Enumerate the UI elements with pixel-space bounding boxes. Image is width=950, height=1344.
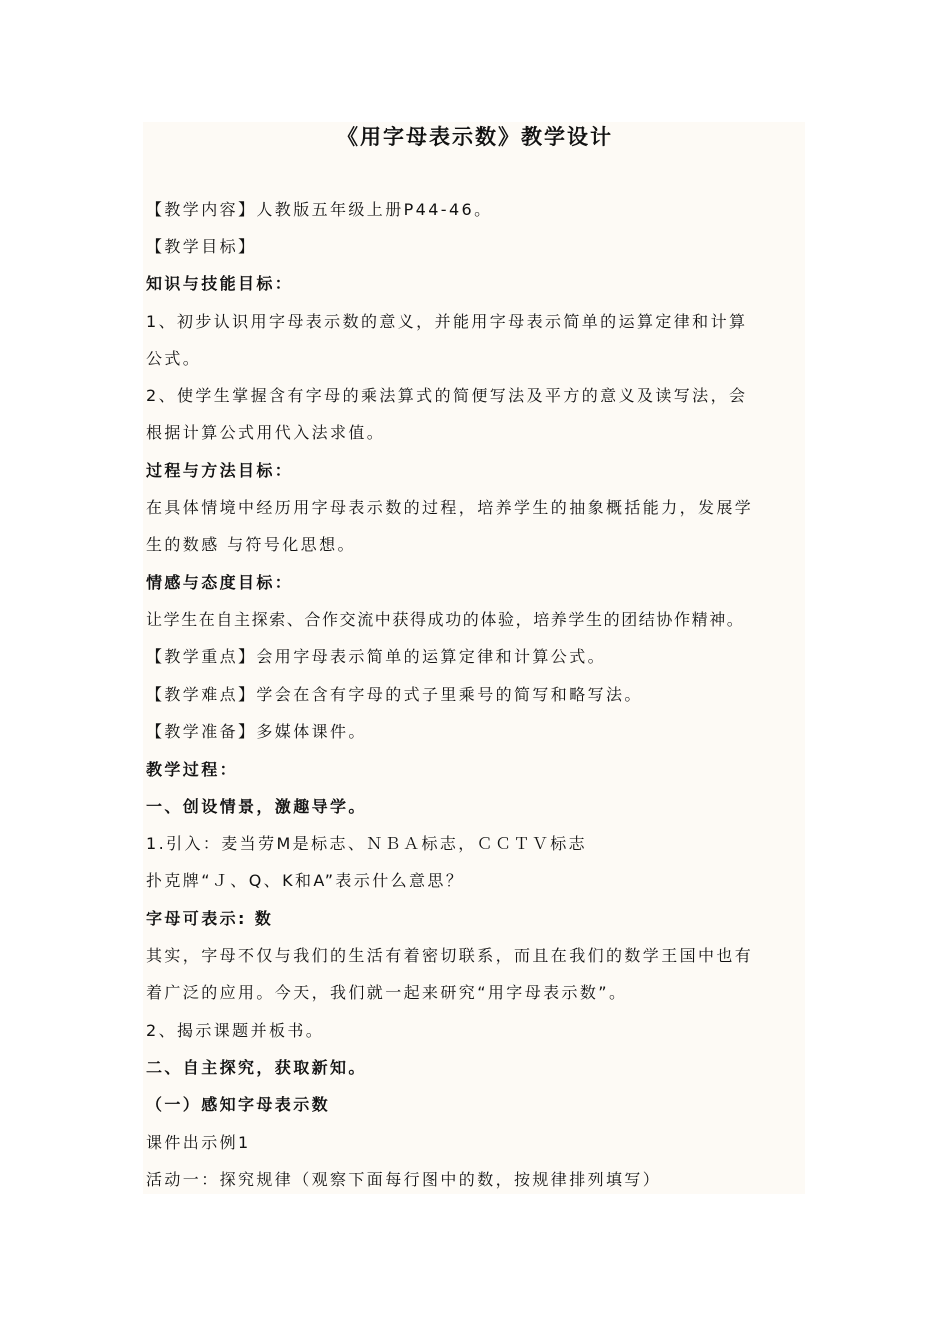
process-method-goals-heading: 过程与方法目标： [146, 461, 294, 480]
process-goal-line-1: 在具体情境中经历用字母表示数的过程，培养学生的抽象概括能力，发展学 [146, 498, 754, 517]
section-1-heading: 一、创设情景，激趣导学。 [146, 797, 367, 816]
goal-1-line-2: 公式。 [146, 349, 202, 368]
goal-1-line-1: 1、初步认识用字母表示数的意义，并能用字母表示简单的运算定律和计算 [146, 312, 748, 331]
paragraph-line-1: 其实，字母不仅与我们的生活有着密切联系，而且在我们的数学王国中也有 [146, 946, 754, 965]
teaching-difficulty-line: 【教学难点】学会在含有字母的式子里乘号的简写和略写法。 [146, 685, 643, 704]
reveal-topic-line: 2、揭示课题并板书。 [146, 1021, 325, 1040]
activity-1-line: 活动一：探究规律（观察下面每行图中的数，按规律排列填写） [146, 1170, 662, 1189]
emotion-goal-line: 让学生在自主探索、合作交流中获得成功的体验，培养学生的团结协作精神。 [146, 610, 745, 629]
letters-represent-line: 字母可表示: 数 [146, 909, 274, 928]
subsection-1-heading: （一）感知字母表示数 [146, 1095, 331, 1114]
example-1-line: 课件出示例1 [146, 1133, 251, 1152]
process-goal-line-2: 生的数感 与符号化思想。 [146, 535, 356, 554]
emotion-attitude-goals-heading: 情感与态度目标： [146, 573, 294, 592]
paragraph-line-2: 着广泛的应用。今天，我们就一起来研究“用字母表示数”。 [146, 983, 628, 1002]
teaching-preparation-line: 【教学准备】多媒体课件。 [146, 722, 367, 741]
poker-cards-line: 扑克牌“Ｊ、Q、K和A”表示什么意思？ [146, 871, 465, 890]
intro-line: 1.引入：麦当劳M是标志、ＮＢＡ标志，ＣＣＴＶ标志 [146, 834, 588, 853]
goal-2-line-2: 根据计算公式用代入法求值。 [146, 423, 386, 442]
knowledge-skill-goals-heading: 知识与技能目标： [146, 274, 294, 293]
goal-2-line-1: 2、使学生掌握含有字母的乘法算式的简便写法及平方的意义及读写法，会 [146, 386, 748, 405]
teaching-goals-heading: 【教学目标】 [146, 237, 257, 256]
document-title: 《用字母表示数》教学设计 [337, 125, 613, 149]
teaching-focus-line: 【教学重点】会用字母表示简单的运算定律和计算公式。 [146, 647, 607, 666]
section-2-heading: 二、自主探究，获取新知。 [146, 1058, 367, 1077]
teaching-process-heading: 教学过程： [146, 760, 239, 779]
teaching-content-line: 【教学内容】人教版五年级上册P44-46。 [146, 200, 493, 219]
